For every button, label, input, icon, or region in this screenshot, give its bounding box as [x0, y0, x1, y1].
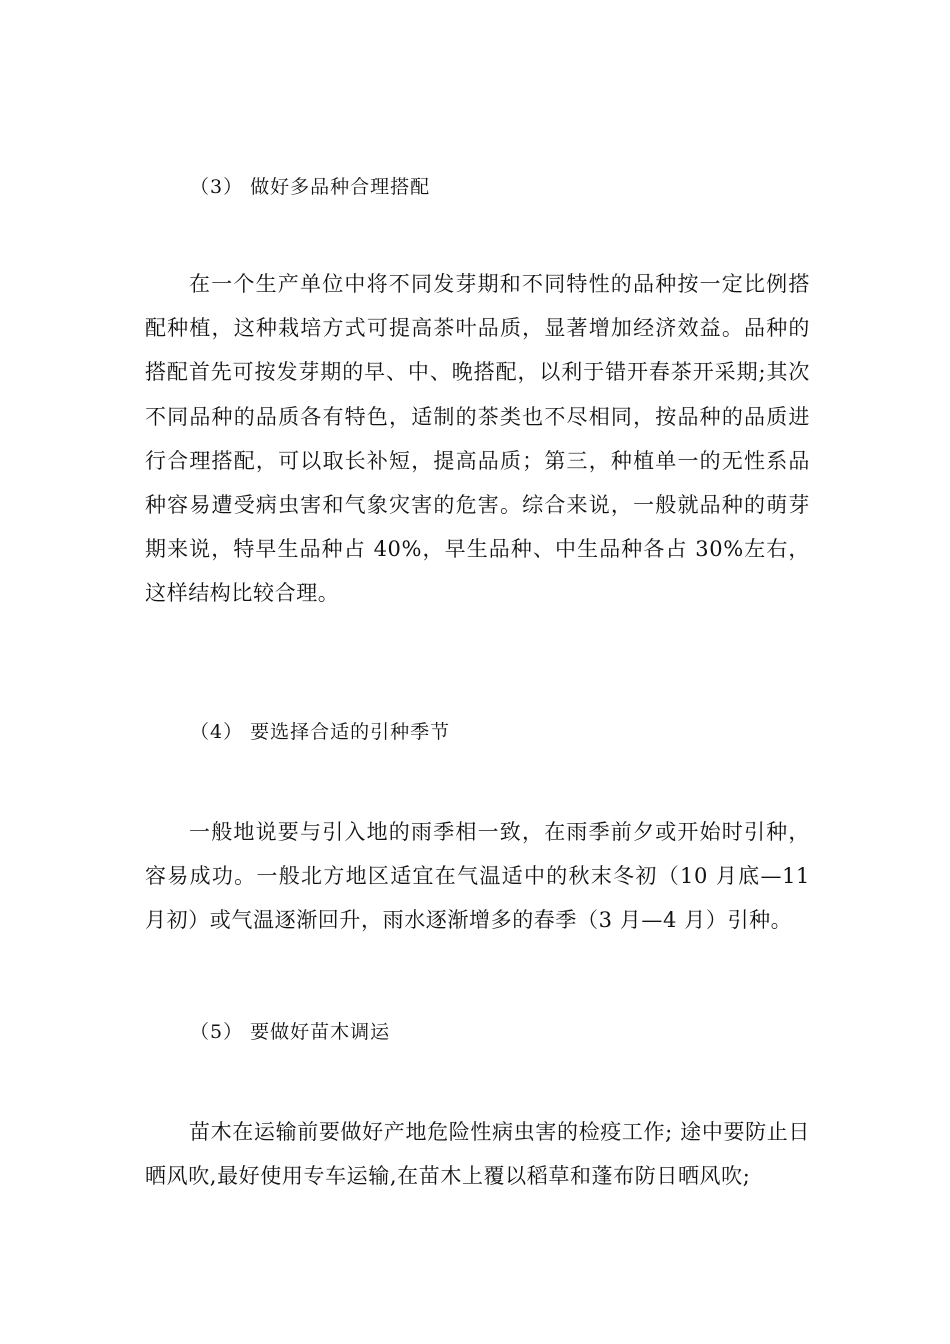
section-paragraph-3: 在一个生产单位中将不同发芽期和不同特性的品种按一定比例搭配种植，这种栽培方式可提高茶叶品质，显著增加经济效益。品种的搭配首先可按发芽期的早、中、晚搭配，以利于错开春茶开采期;其次不同品种的品质各有特色，适制的茶类也不尽相同，按品种的品质进行合理搭配，可以取长补短，提高品质；第三，种植单一的无性系品种容易遭受病虫害和气象灾害的危害。综合来说，一般就品种的萌芽期来说，特早生品种占 40%，早生品种、中生品种各占 30%左右，这样结构比较合理。: [145, 272, 810, 606]
section-paragraph-5: 苗木在运输前要做好产地危险性病虫害的检疫工作; 途中要防止日晒风吹,最好使用专车运输,在苗木上覆以稻草和蓬布防日晒风吹;: [145, 1120, 810, 1189]
section-heading-4: （4） 要选择合适的引种季节: [190, 721, 451, 743]
section-paragraph-4: 一般地说要与引入地的雨季相一致，在雨季前夕或开始时引种，容易成功。一般北方地区适宜在气温适中的秋末冬初（10 月底—11 月初）或气温逐渐回升，雨水逐渐增多的春季（3 月—4 月）引种。: [145, 820, 810, 933]
section-heading-5: （5） 要做好苗木调运: [190, 1021, 391, 1043]
section-heading-3: （3） 做好多品种合理搭配: [190, 176, 431, 198]
